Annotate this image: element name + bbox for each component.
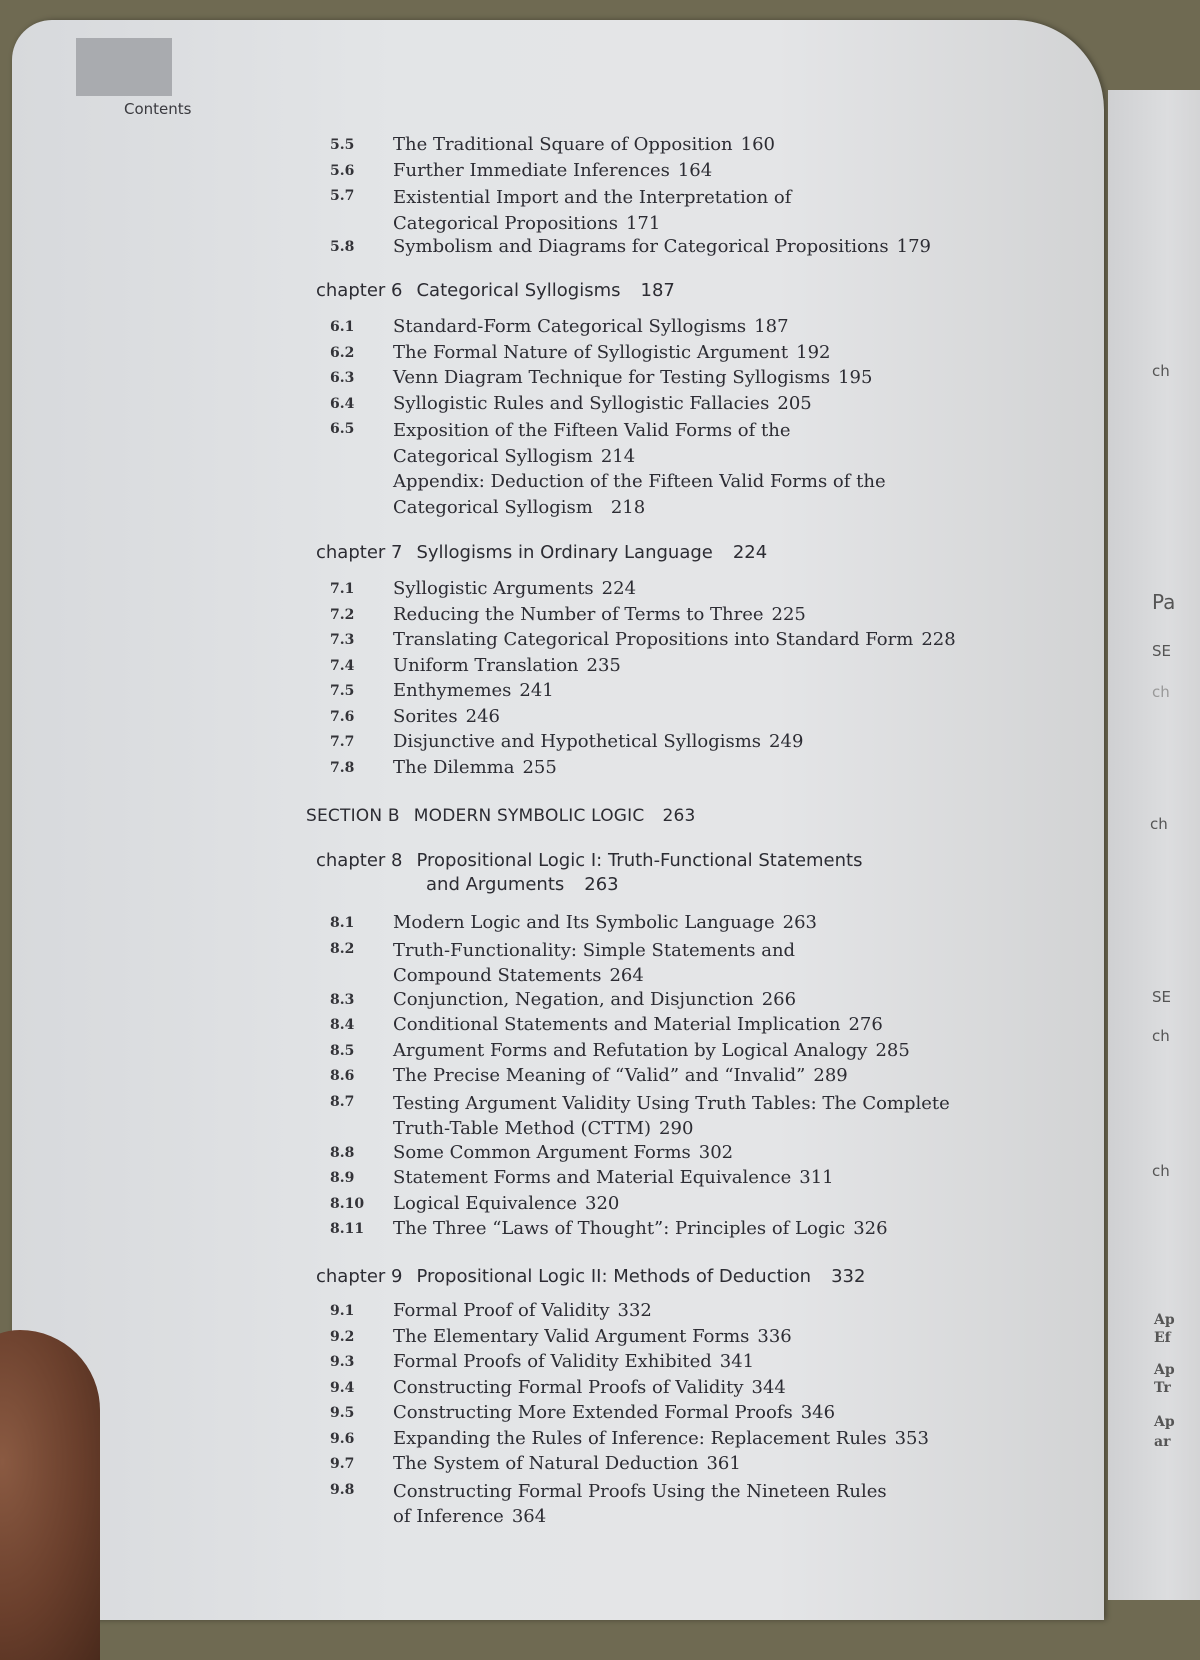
edge-text: Ap: [1154, 1312, 1175, 1328]
chapter-label: chapter 9: [316, 1266, 403, 1287]
entry-title: The Elementary Valid Argument Forms: [393, 1325, 750, 1347]
entry-page-number: 361: [706, 1453, 741, 1474]
chapter-title: Categorical Syllogisms: [416, 280, 621, 301]
header-tab: [76, 38, 172, 96]
entry-number: 6.4: [330, 395, 355, 412]
chapter-title-continued: [426, 874, 619, 895]
toc-entry[interactable]: [393, 1402, 835, 1423]
entry-title-continued: Truth-Table Method (CTTM): [393, 1118, 652, 1139]
entry-page-number: 228: [921, 629, 956, 650]
entry-page-number: 290: [659, 1118, 694, 1139]
entry-number: 5.5: [330, 137, 355, 153]
chapter-label: chapter 7: [316, 542, 403, 563]
toc-entry[interactable]: [393, 706, 500, 727]
entry-number: 7.7: [330, 734, 355, 750]
entry-number: 6.5: [330, 421, 355, 437]
toc-entry[interactable]: [393, 731, 803, 752]
chapter-title: Propositional Logic II: Methods of Deduction: [416, 1266, 812, 1287]
entry-page-number: 263: [782, 912, 818, 933]
toc-entry[interactable]: [393, 393, 812, 414]
entry-title-continued: Categorical Syllogism: [393, 445, 593, 467]
entry-number: 7.2: [330, 606, 355, 623]
entry-page-number: 289: [813, 1065, 848, 1086]
entry-number: 8.6: [330, 1068, 355, 1084]
toc-entry[interactable]: [393, 367, 872, 388]
entry-page-number: 285: [875, 1039, 910, 1061]
edge-text: Ap: [1154, 1362, 1175, 1378]
toc-entry[interactable]: [393, 1014, 883, 1035]
toc-entry[interactable]: [393, 342, 831, 363]
chapter-title-continued-text: and Arguments: [426, 874, 565, 895]
toc-entry[interactable]: [393, 1326, 792, 1347]
toc-entry[interactable]: [393, 680, 554, 701]
entry-page-number: 246: [465, 705, 501, 727]
entry-title: Uniform Translation: [393, 654, 579, 676]
toc-entry[interactable]: [393, 1091, 950, 1142]
toc-entry[interactable]: [393, 578, 636, 599]
entry-number: 8.3: [330, 991, 355, 1008]
edge-text: Pa: [1152, 590, 1176, 614]
entry-title-continued: of Inference: [393, 1506, 504, 1527]
entry-page-number: 205: [777, 392, 812, 414]
chapter-9-heading[interactable]: [316, 1266, 865, 1287]
entry-title: Formal Proof of Validity: [393, 1300, 610, 1321]
toc-entry[interactable]: [393, 1142, 733, 1163]
entry-page-number: 341: [719, 1351, 755, 1372]
chapter-page-number: 263: [584, 874, 619, 895]
entry-title: Symbolism and Diagrams for Categorical Propositions: [393, 236, 889, 257]
chapter-title: Syllogisms in Ordinary Language: [416, 542, 713, 563]
edge-text: SE: [1152, 988, 1171, 1006]
entry-page-number: 255: [522, 756, 557, 778]
entry-title: Sorites: [393, 705, 458, 727]
entry-title-continued: Categorical Propositions: [393, 212, 618, 234]
thumb: [0, 1330, 100, 1660]
entry-number: 7.8: [330, 759, 355, 776]
toc-entry[interactable]: [393, 604, 806, 625]
entry-title-continued: Compound Statements: [393, 965, 602, 986]
entry-number: 8.9: [330, 1170, 355, 1186]
entry-number: 7.5: [330, 683, 355, 699]
entry-title: Constructing Formal Proofs of Validity: [393, 1376, 744, 1398]
entry-page-number: 171: [625, 212, 661, 234]
entry-title: Formal Proofs of Validity Exhibited: [393, 1351, 712, 1372]
toc-appendix-entry[interactable]: [393, 469, 886, 520]
chapter-page-number: 332: [831, 1266, 866, 1287]
entry-number: 9.6: [330, 1430, 355, 1447]
toc-entry[interactable]: [393, 989, 796, 1010]
entry-number: 5.8: [330, 239, 355, 255]
entry-title: Venn Diagram Technique for Testing Syllogisms: [393, 367, 831, 388]
edge-text: Tr: [1154, 1380, 1171, 1396]
entry-number: 8.10: [330, 1195, 365, 1212]
entry-page-number: 192: [796, 341, 831, 363]
entry-title: The Precise Meaning of “Valid” and “Invalid”: [393, 1065, 806, 1086]
toc-entry[interactable]: [393, 1193, 619, 1214]
entry-title: The System of Natural Deduction: [393, 1453, 699, 1474]
toc-entry[interactable]: [393, 1065, 848, 1086]
entry-number: 8.5: [330, 1042, 355, 1059]
entry-page-number: 164: [677, 159, 713, 181]
entry-title: Some Common Argument Forms: [393, 1141, 691, 1163]
chapter-8-heading[interactable]: [316, 850, 863, 895]
entry-number: 6.1: [330, 319, 355, 335]
toc-entry[interactable]: [393, 1428, 929, 1449]
entry-title: Appendix: Deduction of the Fifteen Valid Forms of the: [393, 471, 886, 492]
entry-number: 9.7: [330, 1456, 355, 1472]
entry-title: Translating Categorical Propositions into Standard Form: [393, 629, 914, 650]
entry-number: 9.5: [330, 1405, 355, 1421]
toc-entry[interactable]: [393, 134, 775, 155]
edge-text: ch: [1152, 1027, 1170, 1045]
toc-entry[interactable]: [393, 1479, 887, 1530]
entry-title: Statement Forms and Material Equivalence: [393, 1167, 792, 1188]
entry-title: The Formal Nature of Syllogistic Argument: [393, 341, 789, 363]
entry-title: Syllogistic Arguments: [393, 578, 594, 599]
entry-title: Further Immediate Inferences: [393, 159, 670, 181]
chapter-title: Propositional Logic I: Truth-Functional Statements: [416, 850, 863, 871]
entry-title: The Three “Laws of Thought”: Principles of Logic: [393, 1218, 846, 1239]
edge-text: ch: [1152, 362, 1170, 380]
entry-page-number: 326: [853, 1218, 888, 1239]
section-page-number: 263: [662, 806, 696, 826]
entry-page-number: 332: [617, 1300, 652, 1321]
toc-entry[interactable]: [393, 1218, 888, 1239]
entry-page-number: 302: [698, 1141, 734, 1163]
entry-number: 8.2: [330, 940, 355, 957]
chapter-label: chapter 6: [316, 280, 403, 301]
entry-title: Existential Import and the Interpretation of: [393, 187, 792, 208]
entry-title: Disjunctive and Hypothetical Syllogisms: [393, 731, 762, 752]
toc-entry[interactable]: [393, 938, 795, 989]
entry-title: Argument Forms and Refutation by Logical Analogy: [393, 1039, 868, 1061]
entry-title: Testing Argument Validity Using Truth Tables: The Complete: [393, 1092, 950, 1114]
entry-page-number: 235: [586, 654, 621, 676]
entry-number: 8.4: [330, 1017, 355, 1033]
entry-page-number: 160: [740, 134, 776, 155]
entry-page-number: 249: [769, 731, 804, 752]
entry-number: 9.8: [330, 1481, 355, 1498]
entry-number: 8.7: [330, 1093, 355, 1110]
entry-page-number: 336: [757, 1325, 792, 1347]
chapter-page-number: 224: [732, 542, 768, 563]
chapter-6-heading[interactable]: [316, 280, 675, 301]
entry-title: Constructing Formal Proofs Using the Nineteen Rules: [393, 1480, 887, 1502]
entry-number: 7.6: [330, 708, 355, 725]
entry-page-number: 266: [761, 988, 797, 1010]
toc-entry[interactable]: [393, 316, 789, 337]
entry-page-number: 241: [519, 680, 554, 701]
entry-page-number: 225: [771, 603, 806, 625]
entry-number: 8.1: [330, 915, 355, 931]
entry-number: 5.7: [330, 188, 355, 204]
running-header: Contents: [124, 100, 192, 118]
toc-entry[interactable]: [393, 1300, 652, 1321]
entry-number: 9.2: [330, 1328, 355, 1345]
entry-page-number: 353: [894, 1427, 929, 1449]
entry-title: Constructing More Extended Formal Proofs: [393, 1402, 793, 1423]
toc-entry[interactable]: [393, 185, 791, 236]
entry-page-number: 264: [609, 965, 644, 986]
entry-page-number: 344: [751, 1376, 786, 1398]
entry-page-number: 320: [585, 1192, 620, 1214]
entry-title: Logical Equivalence: [393, 1192, 578, 1214]
entry-number: 6.3: [330, 370, 355, 386]
section-label: SECTION B: [306, 806, 400, 826]
entry-title: Enthymemes: [393, 680, 512, 701]
entry-page-number: 276: [848, 1014, 883, 1035]
entry-page-number: 364: [511, 1506, 547, 1527]
entry-title: The Dilemma: [393, 756, 515, 778]
entry-number: 6.2: [330, 344, 355, 361]
entry-title: Conditional Statements and Material Implication: [393, 1014, 841, 1035]
toc-entry[interactable]: [393, 1040, 910, 1061]
chapter-7-heading[interactable]: [316, 542, 767, 563]
entry-title: Expanding the Rules of Inference: Replacement Rules: [393, 1427, 887, 1449]
entry-page-number: 214: [600, 445, 636, 467]
toc-entry[interactable]: [393, 757, 557, 778]
entry-title: Modern Logic and Its Symbolic Language: [393, 912, 775, 933]
section-b-heading[interactable]: [306, 806, 696, 826]
entry-page-number: 346: [800, 1402, 836, 1423]
section-title: MODERN SYMBOLIC LOGIC: [413, 806, 645, 826]
entry-title: The Traditional Square of Opposition: [393, 134, 733, 155]
entry-number: 7.1: [330, 581, 355, 597]
entry-number: 9.1: [330, 1303, 355, 1319]
entry-page-number: 311: [799, 1167, 834, 1188]
toc-entry[interactable]: [393, 655, 621, 676]
edge-text: ch: [1150, 815, 1168, 833]
entry-title: Syllogistic Rules and Syllogistic Fallacies: [393, 392, 770, 414]
toc-entry[interactable]: [393, 1167, 834, 1188]
entry-number: 9.3: [330, 1354, 355, 1370]
entry-number: 8.11: [330, 1221, 365, 1237]
entry-title: Truth-Functionality: Simple Statements and: [393, 939, 796, 961]
toc-entry[interactable]: [393, 629, 956, 650]
edge-text: Ap: [1154, 1414, 1175, 1430]
toc-entry[interactable]: [393, 418, 790, 469]
toc-entry[interactable]: [393, 1351, 754, 1372]
chapter-label: chapter 8: [316, 850, 403, 871]
edge-text: ar: [1154, 1434, 1171, 1450]
toc-entry[interactable]: [393, 1377, 786, 1398]
entry-number: 7.4: [330, 657, 355, 674]
chapter-page-number: 187: [640, 280, 675, 301]
toc-entry[interactable]: [393, 236, 931, 257]
entry-page-number: 187: [754, 316, 789, 337]
entry-title: Exposition of the Fifteen Valid Forms of the: [393, 420, 791, 441]
edge-text: Ef: [1154, 1330, 1171, 1346]
edge-text: SE: [1152, 642, 1171, 660]
edge-text: ch: [1152, 1162, 1170, 1180]
entry-page-number: 218: [610, 496, 646, 518]
toc-entry[interactable]: [393, 912, 817, 933]
entry-page-number: 179: [896, 236, 931, 257]
toc-entry[interactable]: [393, 1453, 741, 1474]
entry-title: Conjunction, Negation, and Disjunction: [393, 988, 754, 1010]
entry-number: 7.3: [330, 632, 355, 648]
edge-text: ch: [1152, 683, 1170, 701]
entry-number: 5.6: [330, 162, 355, 179]
entry-number: 8.8: [330, 1144, 355, 1161]
toc-entry[interactable]: [393, 160, 712, 181]
entry-page-number: 195: [838, 367, 873, 388]
entry-title: Standard-Form Categorical Syllogisms: [393, 316, 747, 337]
entry-title: Reducing the Number of Terms to Three: [393, 603, 764, 625]
entry-number: 9.4: [330, 1379, 355, 1396]
entry-page-number: 224: [601, 578, 637, 599]
entry-title-continued: Categorical Syllogism: [393, 496, 593, 518]
